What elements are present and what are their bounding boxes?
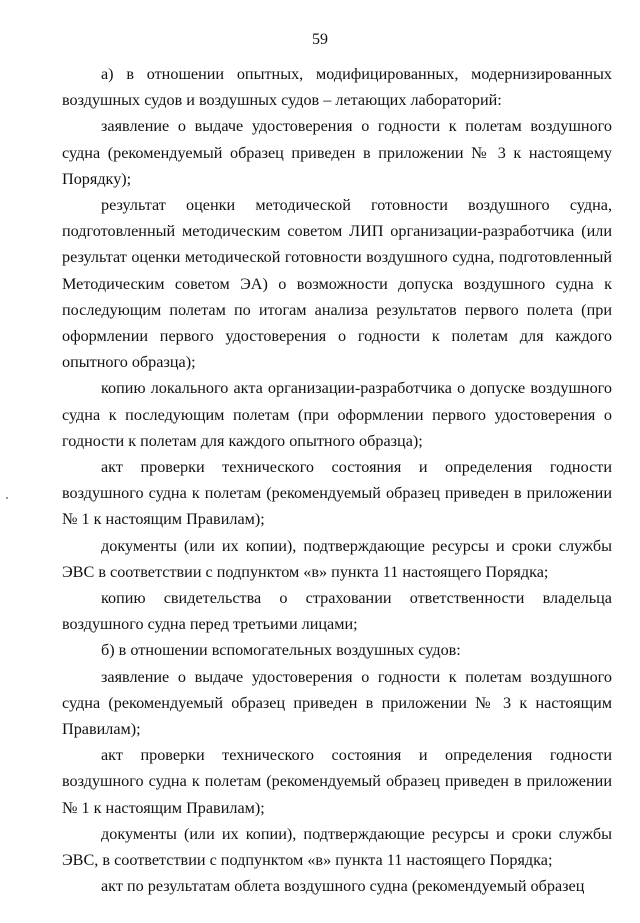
scan-artifact [6, 497, 8, 499]
page-number: 59 [312, 31, 328, 48]
paragraph-text: документы (или их копии), подтверждающие ресурсы и сроки службы ЭВС, в соответствии с подпунктом «в» пункта 11 настоящего Порядка; [62, 824, 612, 870]
document-body [62, 61, 612, 900]
paragraph-b-heading: б) в отношении вспомогательных воздушных судов: [101, 641, 461, 660]
paragraph-text: акт проверки технического состояния и определения годности воздушного судна к полетам (рекомендуемый образец приведен в приложении № 1 к настоящим Правилам); [62, 458, 612, 529]
paragraph-text: заявление о выдаче удостоверения о годности к полетам воздушного судна (рекомендуемый образец приведен в приложении № 3 к настоящему Порядку); [62, 117, 612, 188]
paragraph-a-heading: а) в отношении опытных, модифицированных, модернизированных воздушных судов и воздушных судов – летающих лабораторий: [62, 65, 612, 110]
paragraph-text: результат оценки методической готовности воздушного судна, подготовленный методическим советом ЛИП организации-разработчика (или результат оценки методической готовности воздушного судна, подготовленный Методическим советом ЭА) о возможности допуска воздушного судна к последующим полетам по итогам анализа результатов первого полета (при оформлении первого удостоверения о годности к полетам для каждого опытного образца); [62, 196, 612, 372]
paragraph-text: акт проверки технического состояния и определения годности воздушного судна к полетам (рекомендуемый образец приведен в приложении № 1 к настоящим Правилам); [62, 746, 612, 817]
paragraph-text: заявление о выдаче удостоверения о годности к полетам воздушного судна (рекомендуемый образец приведен в приложении № 3 к настоящим Правилам); [62, 667, 612, 739]
paragraph-text-truncated: акт по результатам облета воздушного судна (рекомендуемый образец [101, 877, 585, 896]
paragraph-text: документы (или их копии), подтверждающие ресурсы и сроки службы ЭВС в соответствии с подпунктом «в» пункта 11 настоящего Порядка; [62, 536, 612, 581]
paragraph-text: копию свидетельства о страховании ответственности владельца воздушного судна перед третьими лицами; [62, 589, 612, 634]
paragraph-text: копию локального акта организации-разработчика о допуске воздушного судна к последующим полетам (при оформлении первого удостоверения о годности к полетам для каждого опытного образца); [62, 379, 612, 450]
